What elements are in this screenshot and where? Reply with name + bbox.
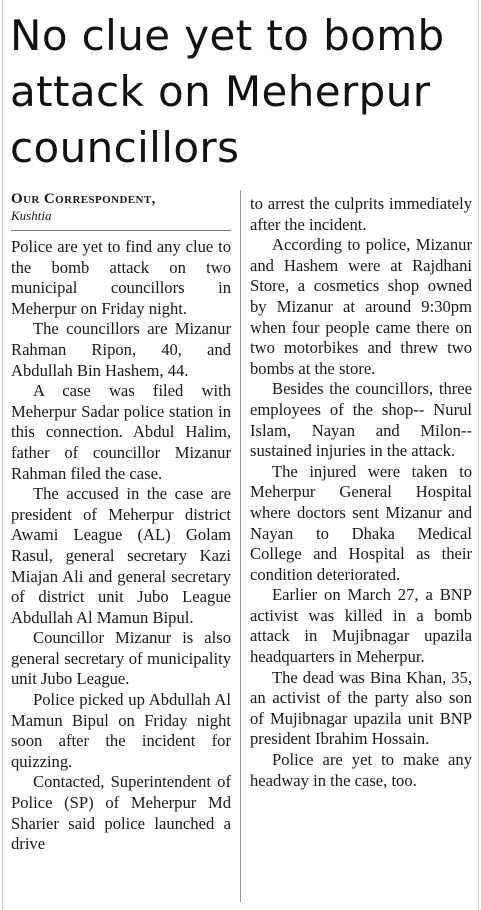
paragraph: According to police, Mizanur and Hashem were at Rajdhani Store, a cosmetics shop owned by Mizanur at around 9:30pm when four people came there on two motorbikes and threw two bombs at the store. <box>250 235 472 378</box>
paragraph: Police are yet to make any headway in the case, too. <box>250 750 472 790</box>
paragraph: Councillor Mizanur is also general secretary of municipality unit Jubo League. <box>11 628 231 689</box>
headline: No clue yet to bomb attack on Meherpur councillors <box>10 11 445 172</box>
paragraph: Besides the councillors, three employees of the shop-- Nurul Islam, Nayan and Milon-- sustained injuries in the attack. <box>250 379 472 461</box>
dateline: Kushtia <box>11 208 52 223</box>
column-divider <box>240 190 241 902</box>
paragraph: The dead was Bina Khan, 35, an activist of the party also son of Mujibnagar upazila unit BNP president Ibrahim Hossain. <box>250 667 472 749</box>
paragraph: The accused in the case are president of Meherpur district Awami League (AL) Golam Rasul, general secretary Kazi Miajan Ali and general secretary of district unit Jubo League Abdullah Al Mamun Bipul. <box>11 484 231 627</box>
paragraph: Earlier on March 27, a BNP activist was killed in a bomb attack in Mujibnagar upazila headquarters in Meherpur. <box>250 585 472 667</box>
paragraph: to arrest the culprits immediately after the incident. <box>250 194 472 234</box>
clipping-left-edge <box>2 0 3 910</box>
article-column-left <box>11 190 231 855</box>
paragraph: The councillors are Mizanur Rahman Ripon, 40, and Abdullah Bin Hashem, 44. <box>11 319 231 380</box>
paragraph: Police are yet to find any clue to the bomb attack on two municipal councillors in Meherpur on Friday night. <box>11 237 231 318</box>
paragraph: The injured were taken to Meherpur General Hospital where doctors sent Mizanur and Nayan to Dhaka Medical College and Hospital as their condition deteriorated. <box>250 461 472 584</box>
paragraph: Contacted, Superintendent of Police (SP) of Meherpur Md Sharier said police launched a drive <box>11 772 231 854</box>
article-column-right <box>250 194 472 791</box>
paragraph: A case was filed with Meherpur Sadar police station in this connection. Abdul Halim, father of councillor Mizanur Rahman filed the case. <box>11 381 231 483</box>
byline: Our Correspondent, <box>11 191 156 207</box>
paragraph: Police picked up Abdullah Al Mamun Bipul on Friday night soon after the incident for quizzing. <box>11 690 231 771</box>
clipping-right-edge <box>478 0 479 910</box>
byline-divider <box>11 230 231 231</box>
